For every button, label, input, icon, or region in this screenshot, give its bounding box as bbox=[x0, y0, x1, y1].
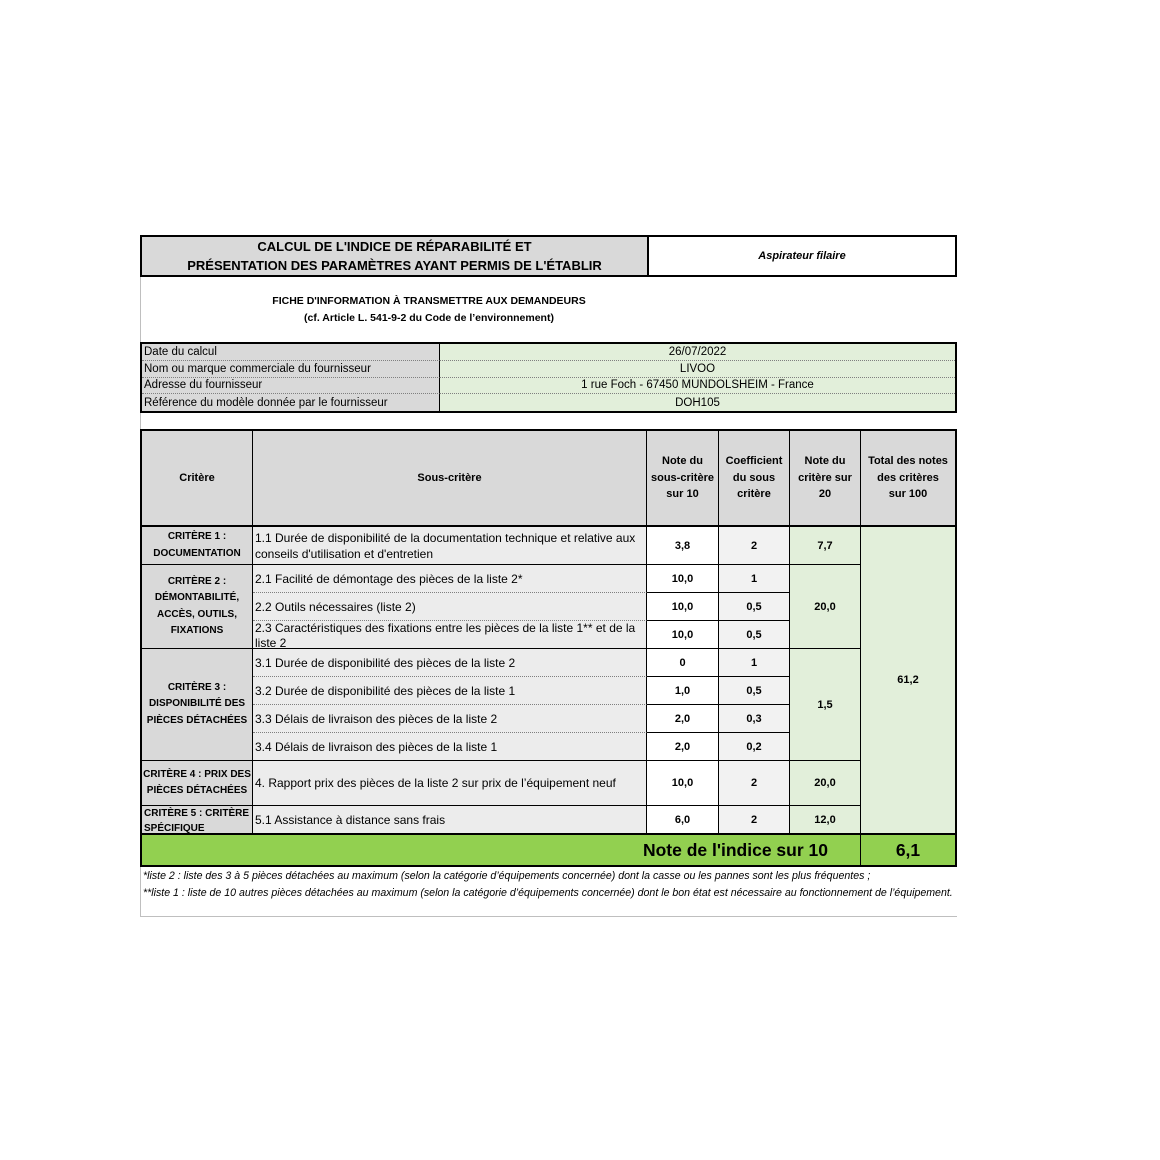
subcriterion-2-2-score: 10,0 bbox=[647, 593, 719, 621]
scoring-table bbox=[140, 429, 957, 867]
criterion-label-line: DISPONIBILITÉ DES bbox=[148, 698, 246, 710]
document-title bbox=[142, 237, 649, 275]
subcriterion-1-1-label bbox=[253, 527, 647, 565]
criterion-1-label bbox=[142, 527, 253, 565]
subcriterion-3-1-score: 0 bbox=[647, 649, 719, 677]
subcriterion-3-3-coefficient: 0,3 bbox=[719, 705, 790, 733]
notice-block bbox=[140, 277, 717, 342]
subcriterion-2-1-label bbox=[253, 565, 647, 593]
subcriterion-5-1-coefficient: 2 bbox=[719, 806, 790, 834]
criterion-label-line: PIÈCES DÉTACHÉES bbox=[146, 785, 248, 796]
subcriterion-3-2-score: 1,0 bbox=[647, 677, 719, 705]
criterion-label-line: CRITÈRE 4 : PRIX DES bbox=[143, 768, 251, 780]
subcriterion-3-2-coefficient: 0,5 bbox=[719, 677, 790, 705]
header-sub-score bbox=[647, 431, 719, 527]
criterion-label-line: PIÈCES DÉTACHÉES bbox=[146, 714, 248, 726]
criterion-label-line: FIXATIONS bbox=[170, 625, 224, 636]
index-label: Note de l'indice sur 10 bbox=[142, 834, 861, 865]
header-line: sous-critère bbox=[651, 471, 714, 484]
subcriterion-3-1-coefficient: 1 bbox=[719, 649, 790, 677]
info-label-model-reference: Référence du modèle donnée par le fournisseur bbox=[142, 394, 440, 411]
footnote-list-2: *liste 2 : liste des 3 à 5 pièces détachées au maximum (selon la catégorie d’équipements concernée) dont la casse ou les pannes sont les plus fréquentes ; bbox=[143, 870, 871, 882]
header-line: Total des notes bbox=[868, 455, 948, 468]
header-line: sur 10 bbox=[666, 488, 699, 501]
criterion-3-label bbox=[142, 649, 253, 761]
subcriterion-label-line: 2.3 Caractéristiques des fixations entre les pièces de la liste 1** et de la bbox=[255, 621, 636, 635]
subcriterion-4-coefficient: 2 bbox=[719, 761, 790, 806]
subcriterion-label-line: 1.1 Durée de disponibilité de la documentation technique et relative aux bbox=[255, 530, 636, 545]
header-line: des critères bbox=[877, 471, 939, 484]
info-value-date: 26/07/2022 bbox=[440, 344, 955, 361]
criterion-2-score: 20,0 bbox=[790, 565, 861, 649]
subcriterion-4-label bbox=[253, 761, 647, 806]
info-label-date: Date du calcul bbox=[142, 344, 440, 361]
subcriterion-2-2-coefficient: 0,5 bbox=[719, 593, 790, 621]
criterion-label-line: DOCUMENTATION bbox=[153, 547, 241, 559]
subcriterion-2-3-coefficient: 0,5 bbox=[719, 621, 790, 649]
info-value-model-reference: DOH105 bbox=[440, 394, 955, 411]
criterion-label-line: CRITÈRE 3 : bbox=[167, 681, 227, 693]
title-line-1: CALCUL DE L'INDICE DE RÉPARABILITÉ ET bbox=[257, 238, 532, 254]
info-value-supplier-address: 1 rue Foch - 67450 MUNDOLSHEIM - France bbox=[440, 378, 955, 395]
header-line: critère bbox=[737, 488, 771, 501]
subcriterion-3-1-label bbox=[253, 649, 647, 677]
criterion-label-line: DÉMONTABILITÉ, bbox=[154, 592, 240, 603]
subcriterion-label-line: liste 2 bbox=[255, 636, 287, 649]
criterion-2-label bbox=[142, 565, 253, 649]
header-line: sur 100 bbox=[888, 488, 928, 501]
criterion-label-line: SPÉCIFIQUE bbox=[144, 823, 205, 834]
criterion-4-score: 20,0 bbox=[790, 761, 861, 806]
subcriterion-5-1-label bbox=[253, 806, 647, 834]
header-line: Note du bbox=[662, 455, 703, 468]
subcriterion-label-line: 3.4 Délais de livraison des pièces de la liste 1 bbox=[255, 739, 498, 754]
index-value: 6,1 bbox=[861, 834, 955, 865]
criterion-label-line: CRITÈRE 5 : CRITÈRE bbox=[144, 808, 250, 819]
subcriterion-label-line: 3.1 Durée de disponibilité des pièces de la liste 2 bbox=[255, 655, 516, 670]
subcriterion-2-1-coefficient: 1 bbox=[719, 565, 790, 593]
notice-line-2: (cf. Article L. 541-9-2 du Code de l’environnement) bbox=[304, 311, 554, 324]
subcriterion-3-4-coefficient: 0,2 bbox=[719, 733, 790, 761]
subcriterion-3-3-label bbox=[253, 705, 647, 733]
subcriterion-4-score: 10,0 bbox=[647, 761, 719, 806]
subcriterion-2-1-score: 10,0 bbox=[647, 565, 719, 593]
criterion-label-line: CRITÈRE 1 : bbox=[167, 531, 227, 542]
subcriterion-2-2-label bbox=[253, 593, 647, 621]
header-criterion: Critère bbox=[142, 431, 253, 527]
subcriterion-label-line: 2.1 Facilité de démontage des pièces de la liste 2* bbox=[255, 571, 523, 586]
subcriterion-label-line: 5.1 Assistance à distance sans frais bbox=[255, 812, 446, 827]
gap-divider bbox=[140, 413, 141, 429]
criterion-label-line: CRITÈRE 2 : bbox=[167, 575, 227, 587]
subcriterion-label-line: 4. Rapport prix des pièces de la liste 2 sur prix de l’équipement neuf bbox=[255, 776, 616, 790]
subcriterion-label-line: 3.3 Délais de livraison des pièces de la liste 2 bbox=[255, 711, 498, 726]
criterion-5-score: 12,0 bbox=[790, 806, 861, 834]
footnote-list-1: **liste 1 : liste de 10 autres pièces détachées au maximum (selon la catégorie d’équipements concernée) dont le bon état est nécessaire au fonctionnement de l’équipement. bbox=[143, 886, 953, 899]
header-total bbox=[861, 431, 955, 527]
notice-line-1: FICHE D'INFORMATION À TRANSMETTRE AUX DEMANDEURS bbox=[272, 294, 586, 307]
criterion-label-line: ACCÈS, OUTILS, bbox=[156, 608, 237, 620]
header-coefficient bbox=[719, 431, 790, 527]
subcriterion-3-3-score: 2,0 bbox=[647, 705, 719, 733]
title-block bbox=[140, 235, 957, 277]
subcriterion-label-line: 2.2 Outils nécessaires (liste 2) bbox=[255, 599, 416, 614]
subcriterion-1-1-score: 3,8 bbox=[647, 527, 719, 565]
subcriterion-2-3-score: 10,0 bbox=[647, 621, 719, 649]
info-label-supplier-address: Adresse du fournisseur bbox=[142, 378, 440, 395]
title-line-2: PRÉSENTATION DES PARAMÈTRES AYANT PERMIS DE L'ÉTABLIR bbox=[187, 258, 602, 273]
header-criterion-score bbox=[790, 431, 861, 527]
info-label-supplier-name: Nom ou marque commerciale du fournisseur bbox=[142, 361, 440, 378]
header-line: critère sur bbox=[798, 471, 852, 484]
total-score: 61,2 bbox=[861, 527, 955, 834]
header-subcriterion: Sous-critère bbox=[253, 431, 647, 527]
product-type: Aspirateur filaire bbox=[758, 250, 846, 262]
criterion-1-score: 7,7 bbox=[790, 527, 861, 565]
subcriterion-3-2-label bbox=[253, 677, 647, 705]
subcriterion-label-line: 3.2 Durée de disponibilité des pièces de la liste 1 bbox=[255, 683, 516, 698]
header-line: Coefficient bbox=[725, 455, 783, 468]
criterion-5-label bbox=[142, 806, 253, 834]
subcriterion-3-4-score: 2,0 bbox=[647, 733, 719, 761]
subcriterion-2-3-label bbox=[253, 621, 647, 649]
subcriterion-5-1-score: 6,0 bbox=[647, 806, 719, 834]
header-line: Note du bbox=[804, 455, 846, 468]
header-line: 20 bbox=[818, 488, 832, 501]
supplier-info-table bbox=[140, 342, 957, 413]
criterion-3-score: 1,5 bbox=[790, 649, 861, 761]
header-line: du sous bbox=[732, 471, 776, 484]
subcriterion-1-1-coefficient: 2 bbox=[719, 527, 790, 565]
criterion-4-label bbox=[142, 761, 253, 806]
subcriterion-label-line: conseils d'utilisation et d'entretien bbox=[255, 546, 434, 561]
subcriterion-3-4-label bbox=[253, 733, 647, 761]
info-value-supplier-name: LIVOO bbox=[440, 361, 955, 378]
footnotes bbox=[140, 867, 957, 917]
